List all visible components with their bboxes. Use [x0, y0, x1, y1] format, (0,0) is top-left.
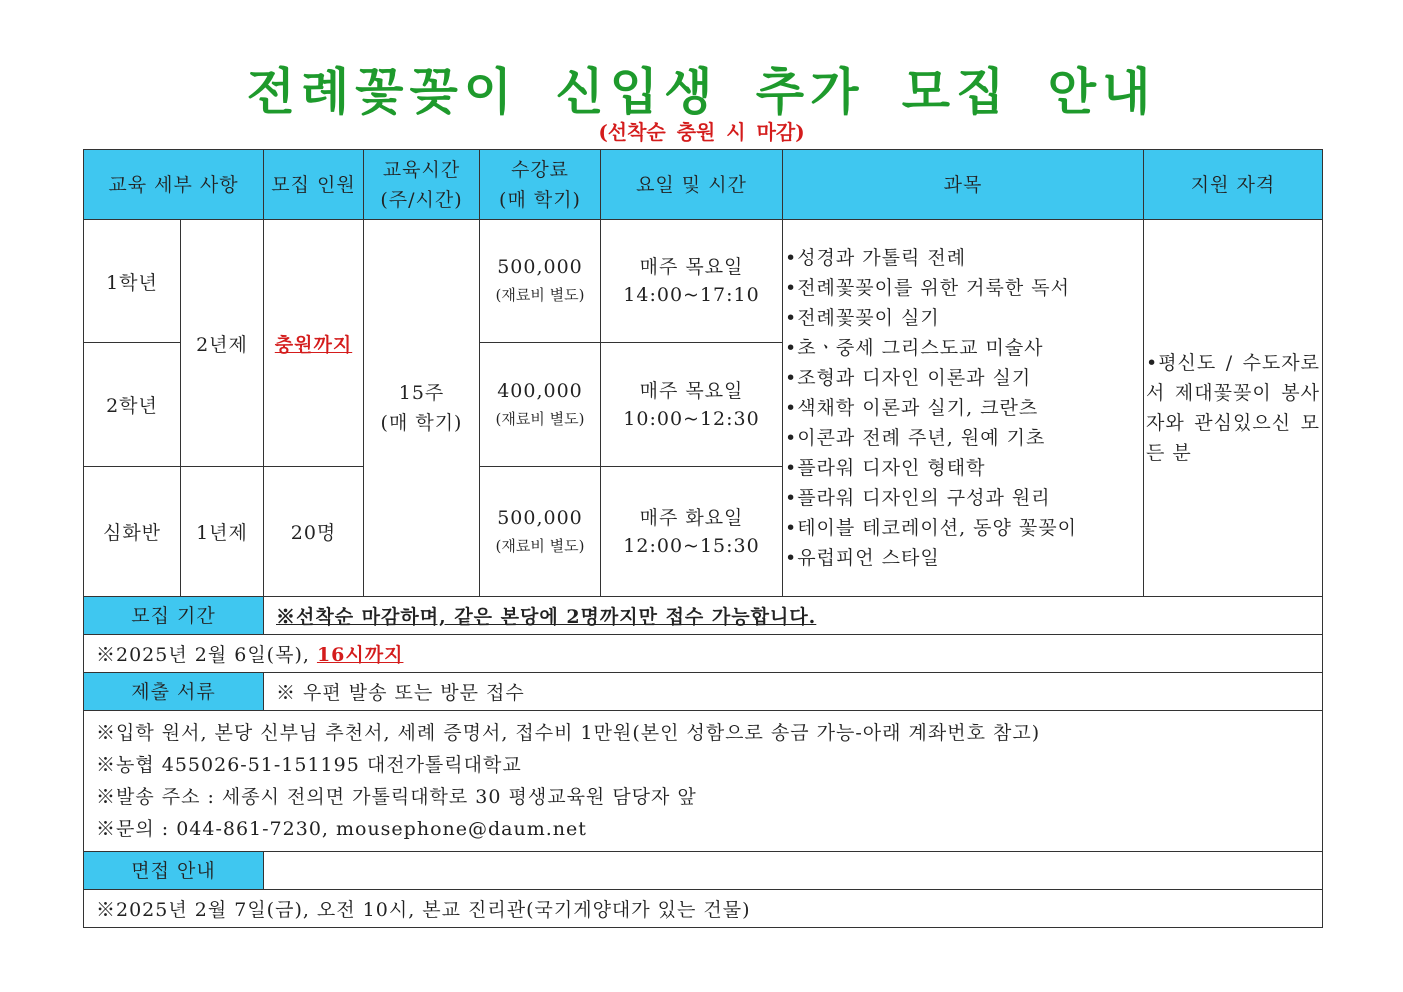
list-item: •플라워 디자인 형태학 [785, 457, 986, 479]
deadline-text: 16시까지 [316, 644, 404, 666]
list-item: •전례꽃꽂이 실기 [785, 307, 940, 329]
header-recruit: 모집 인원 [264, 150, 364, 220]
header-qualification: 지원 자격 [1144, 150, 1323, 220]
subjects-cell [783, 220, 1144, 597]
period-date-row [84, 635, 1323, 673]
fee-cell: 500,000 (재료비 별도) [480, 220, 601, 343]
qualification-cell: •평신도 / 수도자로서 제대꽃꽂이 봉사자와 관심있으신 모든 분 [1144, 220, 1323, 597]
program-length-cell: 2년제 [181, 220, 264, 467]
page-title: 전례꽃꽂이 신입생 추가 모집 안내 [246, 63, 1157, 121]
program-length-cell: 1년제 [181, 467, 264, 597]
documents-detail-row [84, 711, 1323, 852]
fee-cell: 500,000 (재료비 별도) [480, 467, 601, 597]
header-subjects: 과목 [783, 150, 1144, 220]
period-label: 모집 기간 [84, 597, 264, 635]
grade-cell: 2학년 [84, 343, 181, 467]
document-line: ※발송 주소 : 세종시 전의면 가톨릭대학로 30 평생교육원 담당자 앞 [96, 786, 697, 808]
period-row [84, 597, 1323, 635]
documents-method: ※ 우편 발송 또는 방문 접수 [264, 673, 1323, 711]
period-date: ※2025년 2월 6일(목), 16시까지 [84, 635, 1323, 673]
interview-row [84, 852, 1323, 890]
list-item: •색채학 이론과 실기, 크란츠 [785, 397, 1039, 419]
document-line: ※문의 : 044-861-7230, mousephone@daum.net [96, 818, 587, 840]
documents-label: 제출 서류 [84, 673, 264, 711]
list-item: •조형과 디자인 이론과 실기 [785, 367, 1032, 389]
table-row [84, 220, 1323, 343]
list-item: •테이블 테코레이션, 동양 꽃꽂이 [785, 517, 1077, 539]
interview-detail-row [84, 890, 1323, 928]
document-line: ※농협 455026-51-151195 대전가톨릭대학교 [96, 754, 522, 776]
recruit-count-cell: 20명 [264, 467, 364, 597]
header-time: 교육시간 (주/시간) [364, 150, 480, 220]
recruit-count-cell [264, 220, 364, 467]
page-subtitle: (선착순 충원 시 마감) [598, 120, 805, 144]
documents-row [84, 673, 1323, 711]
weeks-cell: 15주 (매 학기) [364, 220, 480, 597]
until-full-text: 충원까지 [274, 333, 353, 356]
interview-detail: ※2025년 2월 7일(금), 오전 10시, 본교 진리관(국기게양대가 있는 건물) [84, 890, 1323, 928]
grade-cell: 1학년 [84, 220, 181, 343]
interview-label: 면접 안내 [84, 852, 264, 890]
documents-detail [84, 711, 1323, 852]
header-schedule: 요일 및 시간 [601, 150, 783, 220]
list-item: •초ㆍ중세 그리스도교 미술사 [785, 337, 1044, 359]
period-notice: ※선착순 마감하며, 같은 본당에 2명까지만 접수 가능합니다. [264, 597, 1323, 635]
list-item: •성경과 가톨릭 전례 [785, 247, 967, 269]
list-item: •이콘과 전례 주년, 원예 기초 [785, 427, 1046, 449]
interview-value [264, 852, 1323, 890]
header-row [84, 150, 1323, 220]
schedule-cell: 매주 화요일 12:00~15:30 [601, 467, 783, 597]
header-fee: 수강료 (매 학기) [480, 150, 601, 220]
schedule-cell: 매주 목요일 14:00~17:10 [601, 220, 783, 343]
list-item: •전례꽃꽂이를 위한 거룩한 독서 [785, 277, 1070, 299]
list-item: •플라워 디자인의 구성과 원리 [785, 487, 1051, 509]
document-line: ※입학 원서, 본당 신부님 추천서, 세례 증명서, 접수비 1만원(본인 성함으로 송금 가능-아래 계좌번호 참고) [96, 722, 1041, 744]
schedule-cell: 매주 목요일 10:00~12:30 [601, 343, 783, 467]
grade-cell: 심화반 [84, 467, 181, 597]
recruitment-table [83, 149, 1323, 928]
list-item: •유럽피언 스타일 [785, 547, 940, 569]
fee-cell: 400,000 (재료비 별도) [480, 343, 601, 467]
header-details: 교육 세부 사항 [84, 150, 264, 220]
